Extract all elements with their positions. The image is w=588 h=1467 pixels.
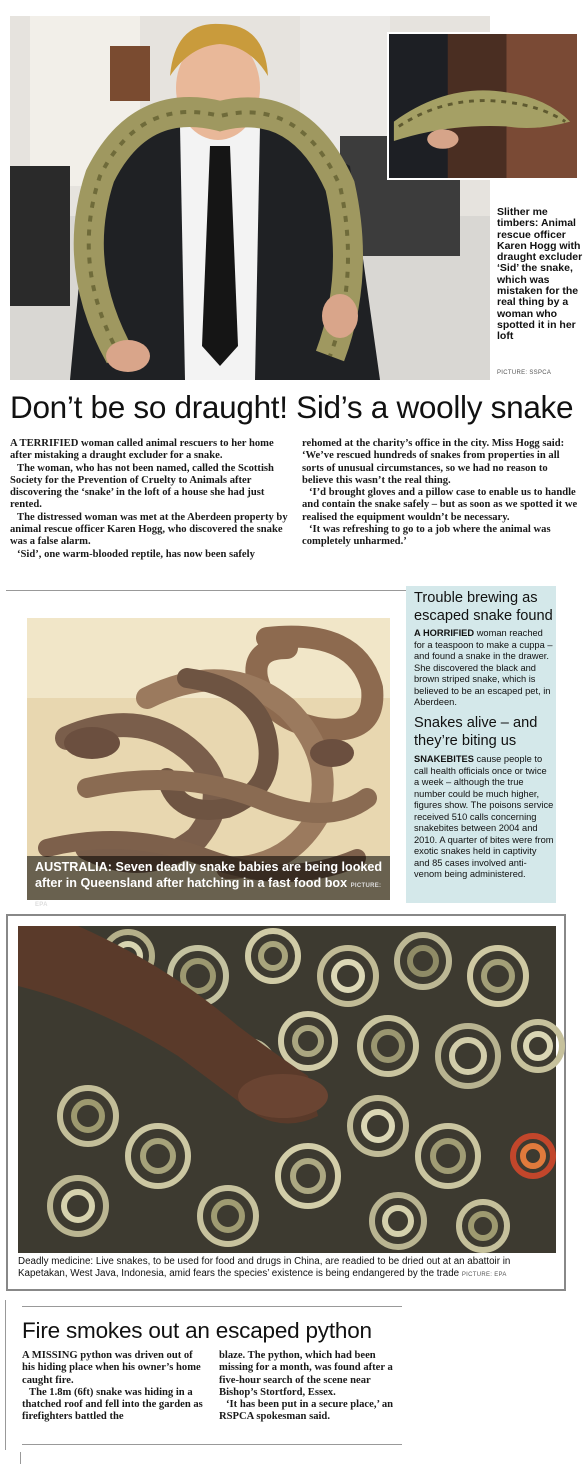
- headline-draught: Don’t be so draught! Sid’s a woolly snake: [10, 389, 574, 425]
- paragraph: ‘I’d brought gloves and a pillow case to enable us to handle and contain the snake safely – but as soon as we spotted it we realised the equipment wouldn’t be necessary.: [302, 487, 578, 523]
- caption-text: Slither me timbers: Animal rescue officer Karen Hogg with draught excluder ‘Sid’ the snake, which was mistaken for the real thing by a woman who spotted it in her loft: [497, 206, 583, 343]
- headline-python: Fire smokes out an escaped python: [22, 1318, 372, 1343]
- story2-column-1: [22, 1350, 208, 1424]
- brief-text: woman reached for a teaspoon to make a cuppa – and found a snake in the drawer. She discovered the black and brown striped snake, which is believed to be an escaped pet, in Aberdeen.: [414, 628, 553, 707]
- abattoir-caption-text: Deadly medicine: Live snakes, to be used for food and drugs in China, are readied to be dried out at an abattoir in Kapetakan, West Java, Indonesia, amid fears the species’ existence is being endangered by the trade: [18, 1256, 511, 1279]
- paragraph: The 1.8m (6ft) snake was hiding in a thatched roof and fell into the garden as firefighters battled the: [22, 1386, 203, 1423]
- brief-headline-trouble: Trouble brewing as escaped snake found: [414, 590, 553, 624]
- story1-column-1: [10, 438, 292, 561]
- snake-closeup-inset-photo: [387, 32, 579, 180]
- story2-column-2: [219, 1350, 403, 1424]
- paragraph: ‘Sid’, one warm-blooded reptile, has now been safely: [17, 548, 255, 560]
- story1-column-2: [302, 438, 578, 549]
- page-edge-mark: [20, 1452, 21, 1464]
- australia-snake-babies-photo: [27, 618, 390, 908]
- brief-lead: SNAKEBITES: [414, 754, 474, 764]
- news-briefs-sidebar: [406, 586, 556, 903]
- abattoir-caption: [18, 1256, 558, 1281]
- australia-caption: [35, 859, 385, 913]
- story2-bottom-rule: [22, 1444, 402, 1445]
- australia-credit: PICTURE: EPA: [35, 883, 382, 908]
- paragraph: A MISSING python was driven out of his hiding place when his owner’s home caught fire.: [22, 1350, 201, 1386]
- paragraph: The woman, who has not been named, called the Scottish Society for the Prevention of Cruelty to Animals after discovering the ‘snake’ in the loft of a house she had just rented.: [10, 462, 274, 511]
- paragraph: The distressed woman was met at the Aberdeen property by animal rescue officer Karen Hogg, who discovered the snake was a false alarm.: [10, 511, 288, 548]
- photo-credit: PICTURE: SSPCA: [497, 370, 552, 376]
- story2-left-rule: [5, 1300, 6, 1450]
- story2-top-rule: [22, 1306, 402, 1307]
- australia-caption-text: Seven deadly snake babies are being looked after in Queensland after hatching in a fast food box: [35, 860, 383, 890]
- brief-lead: A HORRIFIED: [414, 628, 475, 638]
- brief-text: cause people to call health officials once or twice a week – although the true number could be much higher, figures show. The poisons service received 510 calls concerning snakebites between 2004 and 2010. A quarter of bites were from exotic snakes held in captivity and 85 cases involved anti-venom being administered.: [414, 754, 554, 879]
- abattoir-credit: PICTURE: EPA: [461, 1271, 507, 1278]
- paragraph: blaze. The python, which had been missing for a month, was found after a five-hour search of the scene near Bishop’s Stortford, Essex.: [219, 1350, 393, 1398]
- australia-label: AUSTRALIA:: [35, 860, 112, 874]
- paragraph: ‘It has been put in a secure place,’ an RSPCA spokesman said.: [219, 1399, 394, 1423]
- paragraph: ‘It was refreshing to go to a job where the animal was completely unharmed.’: [302, 524, 551, 548]
- brief-body-trouble: [414, 628, 554, 709]
- coiled-snakes-photo: [18, 926, 556, 1253]
- paragraph: rehomed at the charity’s office in the city. Miss Hogg said: ‘We’ve rescued hundreds of snakes from properties in all sorts of unusual circumstances, so we had no reason to believe this wasn’t the real thing.: [302, 438, 565, 486]
- brief-headline-snakes-alive: Snakes alive – and they’re biting us: [414, 715, 538, 749]
- section-divider: [6, 590, 406, 591]
- photo-caption: [497, 207, 583, 343]
- paragraph: A TERRIFIED woman called animal rescuers to her home after mistaking a draught excluder for a snake.: [10, 438, 274, 462]
- brief-body-snakes-alive: [414, 754, 554, 881]
